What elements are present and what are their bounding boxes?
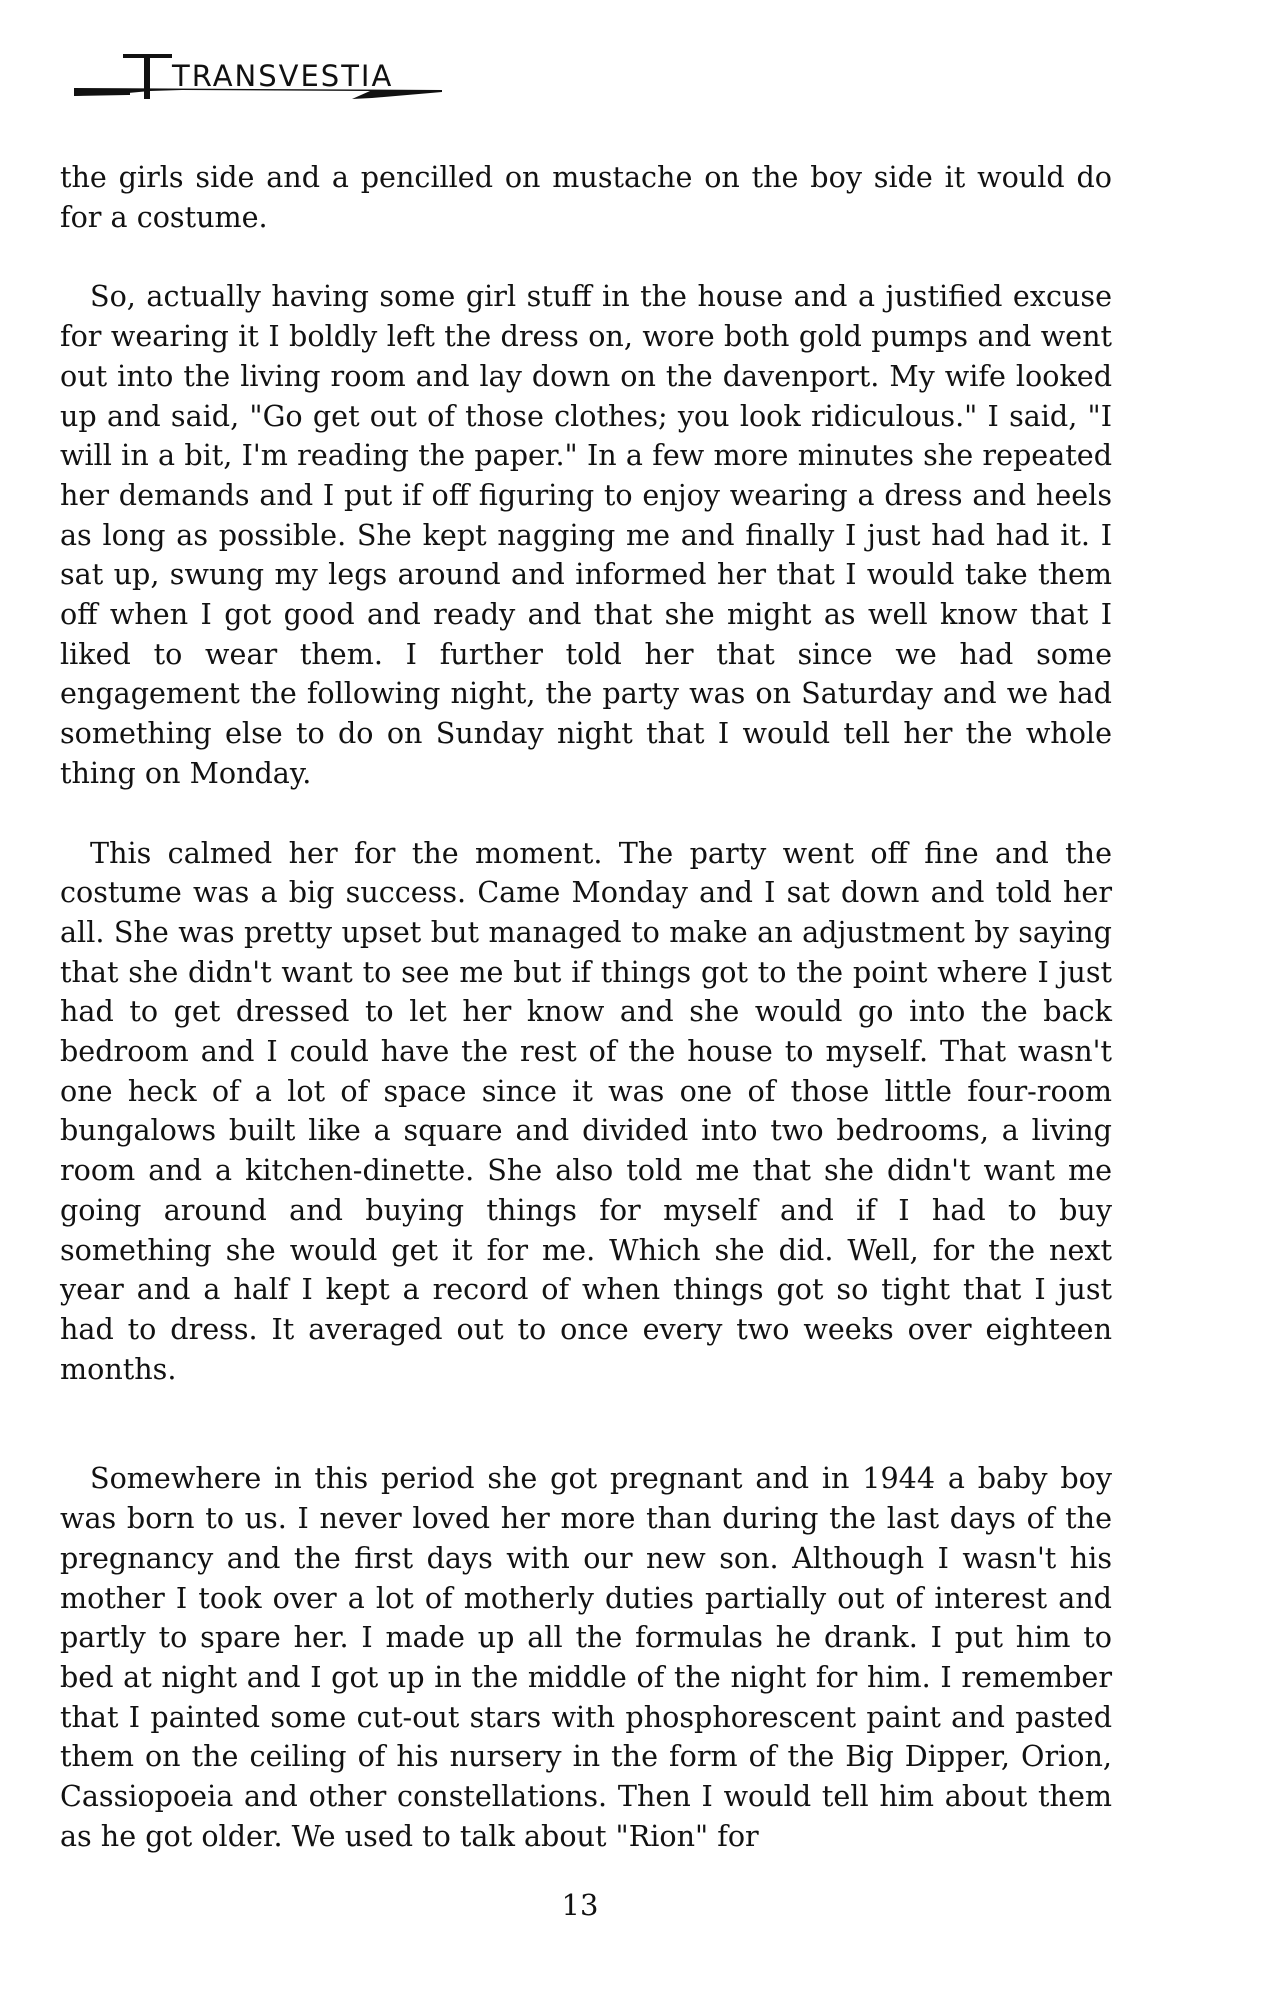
publication-title: TRANSVESTIA bbox=[172, 59, 394, 93]
page-number: 13 bbox=[561, 1888, 599, 1922]
masthead-logo bbox=[70, 44, 442, 114]
paragraph: the girls side and a pencilled on mustache on the boy side it would do for a costume. bbox=[60, 160, 1112, 234]
paragraph: So, actually having some girl stuff in the house and a justified excuse for wearing it I boldly left the dress on, wore both gold pumps and went out into the living room and lay down on the davenport. My wife looked up and said, "Go get out of those clothes; you look ridiculous." I said, "I will in a bit, I'm reading the paper." In a few more minutes she repeated her demands and I put if off figuring to enjoy wearing a dress and heels as long as possible. She kept nagging me and finally I just had had it. I sat up, swung my legs around and informed her that I would take them off when I got good and ready and that she might as well know that I liked to wear them. I further told her that since we had some engagement the following night, the party was on Saturday and we had something else to do on Sunday night that I would tell her the whole thing on Monday. bbox=[60, 279, 1112, 790]
paragraph: This calmed her for the moment. The party went off fine and the costume was a big success. Came Monday and I sat down and told her all. She was pretty upset but managed to make an adjustment by saying that she didn't want to see me but if things got to the point where I just had to get dressed to let her know and she would go into the back bedroom and I could have the rest of the house to myself. That wasn't one heck of a lot of space since it was one of those little four-room bungalows built like a square and divided into two bedrooms, a living room and a kitchen-dinette. She also told me that she didn't want me going around and buying things for myself and if I had to buy something she would get it for me. Which she did. Well, for the next year and a half I kept a record of when things got so tight that I just had to dress. It averaged out to once every two weeks over eighteen months. bbox=[60, 835, 1112, 1386]
paragraph: Somewhere in this period she got pregnant and in 1944 a baby boy was born to us. I never loved her more than during the last days of the pregnancy and the first days with our new son. Although I wasn't his mother I took over a lot of motherly duties partially out of interest and partly to spare her. I made up all the formulas he drank. I put him to bed at night and I got up in the middle of the night for him. I remember that I painted some cut-out stars with phosphorescent paint and pasted them on the ceiling of his nursery in the form of the Big Dipper, Orion, Cassiopoeia and other constellations. Then I would tell him about them as he got older. We used to talk about "Rion" for bbox=[60, 1461, 1112, 1853]
article-body bbox=[60, 158, 1112, 1856]
